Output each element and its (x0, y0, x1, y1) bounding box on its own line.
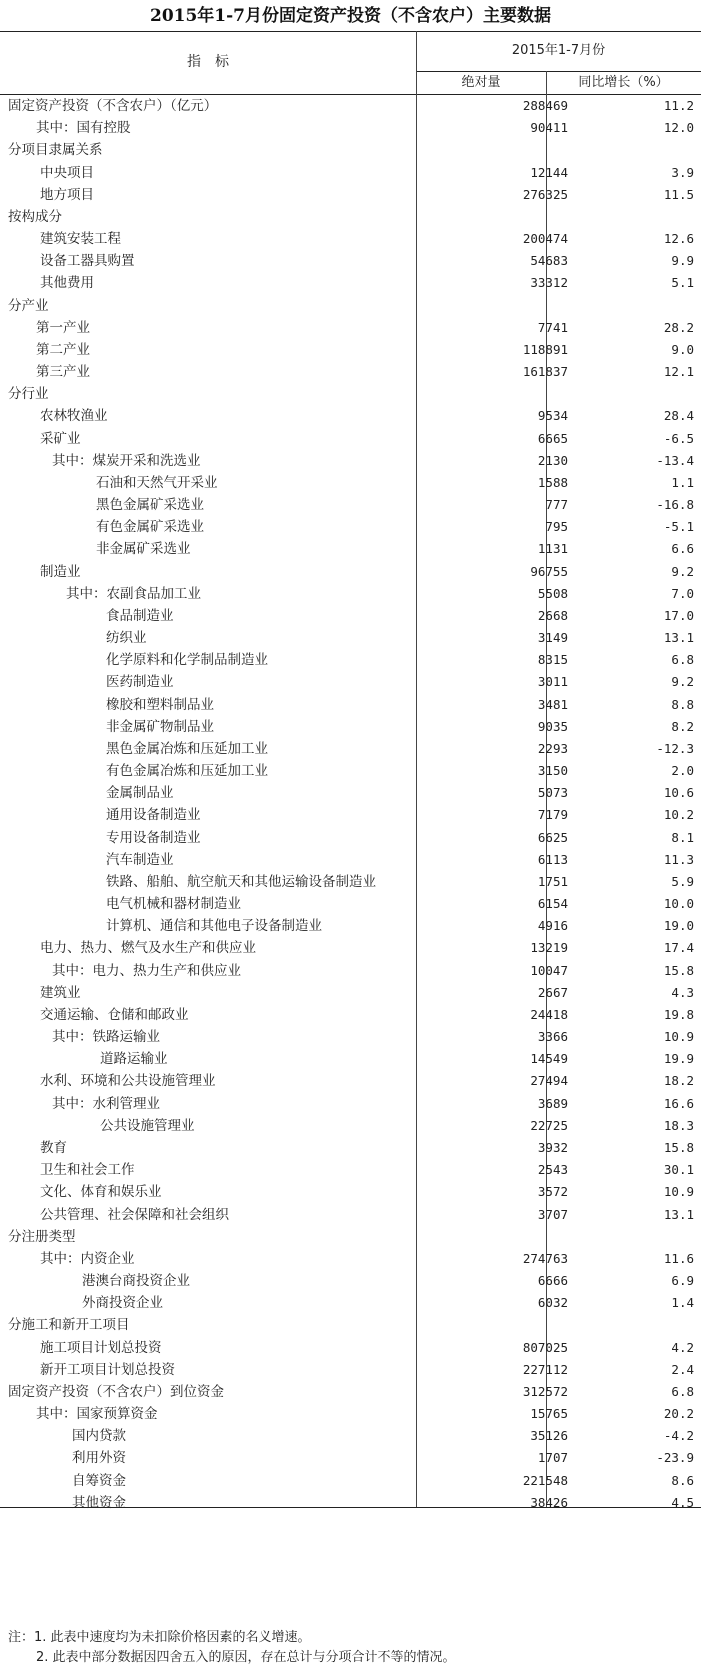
row-label: 橡胶和塑料制品业 (106, 696, 214, 713)
row-growth-value: 17.0 (663, 607, 694, 623)
row-growth-value: 9.9 (671, 253, 694, 269)
row-absolute-value: 12144 (530, 164, 568, 180)
table-row (0, 1359, 701, 1381)
row-absolute-value (440, 1226, 568, 1250)
row-growth-value: 6.6 (671, 541, 694, 557)
row-label: 其中：农副食品加工业 (66, 585, 201, 602)
table-row (0, 760, 701, 782)
row-growth-value: 9.2 (671, 674, 694, 690)
table-row (0, 1181, 701, 1203)
row-label: 采矿业 (40, 430, 81, 447)
table-row (0, 804, 701, 826)
row-absolute-value: 27494 (530, 1073, 568, 1089)
row-label: 中央项目 (40, 164, 94, 181)
row-label: 设备工器具购置 (40, 253, 135, 270)
row-label: 食品制造业 (106, 607, 174, 624)
row-absolute-value: 33312 (530, 275, 568, 291)
row-label: 卫生和社会工作 (40, 1162, 135, 1179)
table-row (0, 561, 701, 583)
table-row (0, 1492, 701, 1514)
table-row (0, 361, 701, 383)
row-growth-value: 6.8 (671, 1383, 694, 1399)
row-label: 建筑业 (40, 984, 81, 1001)
table-row (0, 871, 701, 893)
row-growth-value: 3.9 (671, 164, 694, 180)
row-growth-value: 10.9 (663, 1029, 694, 1045)
table-row (0, 738, 701, 760)
row-growth-value: 10.0 (663, 896, 694, 912)
table-row (0, 339, 701, 361)
row-label: 金属制品业 (106, 785, 174, 802)
row-label: 其中：内资企业 (40, 1250, 135, 1267)
row-growth-value: 19.9 (663, 1051, 694, 1067)
row-growth-value: 6.9 (671, 1273, 694, 1288)
row-label: 非金属矿物制品业 (106, 718, 214, 735)
table-row (0, 1270, 701, 1292)
row-growth-value: 5.1 (671, 275, 694, 291)
row-absolute-value: 2667 (537, 984, 568, 1000)
row-growth-value: -4.2 (663, 1428, 694, 1444)
row-absolute-value: 9035 (537, 718, 568, 734)
table-row (0, 982, 701, 1004)
row-growth-value: 12.0 (663, 120, 694, 136)
row-label: 医药制造业 (106, 674, 174, 691)
table-row (0, 627, 701, 649)
table-row (0, 893, 701, 915)
header-indicator: 指 标 (187, 54, 229, 70)
row-growth-value: 4.3 (671, 984, 694, 1000)
table-row (0, 428, 701, 450)
table-row (0, 694, 701, 716)
row-label: 分注册类型 (8, 1228, 76, 1245)
row-growth-value: 16.6 (663, 1095, 694, 1111)
page-title: 2015年1-7月份固定资产投资（不含农户）主要数据 (149, 6, 552, 26)
row-label: 通用设备制造业 (106, 807, 201, 824)
table-row (0, 671, 701, 693)
row-absolute-value: 4916 (537, 918, 568, 934)
row-growth-value: -5.1 (663, 519, 694, 535)
table-row (0, 1248, 701, 1270)
row-absolute-value: 6032 (537, 1295, 568, 1311)
row-label: 固定资产投资（不含农户）到位资金 (8, 1383, 224, 1400)
row-growth-value: 15.8 (663, 962, 694, 978)
row-label: 利用外资 (72, 1450, 126, 1467)
row-label: 教育 (40, 1139, 67, 1156)
table-row (0, 494, 701, 516)
row-label: 其中：水利管理业 (52, 1095, 160, 1112)
row-absolute-value: 1131 (537, 541, 568, 557)
row-absolute-value: 5073 (537, 785, 568, 801)
row-absolute-value: 9534 (537, 408, 568, 424)
row-growth-value: 11.2 (663, 98, 694, 113)
table-row (0, 538, 701, 560)
table-row (0, 95, 701, 117)
table-row (0, 1470, 701, 1492)
row-label: 制造业 (40, 563, 81, 580)
table-row (0, 516, 701, 538)
row-absolute-value: 6665 (537, 430, 568, 446)
row-label: 化学原料和化学制品制造业 (106, 652, 268, 669)
row-growth-value (574, 295, 694, 319)
row-label: 第二产业 (36, 341, 90, 358)
table-row (0, 1004, 701, 1026)
row-absolute-value: 8315 (537, 652, 568, 668)
table-row (0, 295, 701, 317)
row-label: 交通运输、仓储和邮政业 (40, 1006, 189, 1023)
row-label: 其中：国有控股 (36, 120, 131, 137)
row-absolute-value (440, 206, 568, 230)
table-row (0, 1048, 701, 1070)
row-growth-value: 4.2 (671, 1339, 694, 1355)
header-abs: 绝对量 (461, 75, 501, 90)
table-row (0, 1337, 701, 1359)
row-growth-value: 11.6 (663, 1250, 694, 1266)
table-row (0, 782, 701, 804)
row-absolute-value: 5508 (537, 585, 568, 601)
row-absolute-value: 1751 (537, 873, 568, 889)
table-row (0, 1159, 701, 1181)
row-label: 其中：铁路运输业 (52, 1029, 160, 1046)
row-label: 分项目隶属关系 (8, 142, 103, 159)
row-absolute-value: 3481 (537, 696, 568, 712)
row-absolute-value: 7741 (537, 319, 568, 335)
row-absolute-value: 13219 (530, 940, 568, 956)
table-row (0, 472, 701, 494)
row-absolute-value: 227112 (522, 1361, 568, 1377)
row-absolute-value: 6113 (537, 851, 568, 867)
row-absolute-value: 807025 (522, 1339, 568, 1355)
row-growth-value: 6.8 (671, 652, 694, 668)
row-growth-value: 19.0 (663, 918, 694, 934)
row-growth-value: 8.2 (671, 718, 694, 734)
table-row (0, 605, 701, 627)
row-growth-value: 28.2 (663, 319, 694, 335)
table-row (0, 139, 701, 161)
row-label: 第三产业 (36, 364, 90, 381)
row-absolute-value: 3707 (537, 1206, 568, 1222)
row-growth-value: 11.3 (663, 851, 694, 867)
row-label: 汽车制造业 (106, 851, 174, 868)
row-label: 其中：国家预算资金 (36, 1406, 158, 1423)
row-absolute-value: 161837 (522, 364, 568, 380)
row-growth-value: 1.1 (671, 474, 694, 490)
table-row (0, 1115, 701, 1137)
row-absolute-value: 3689 (537, 1095, 568, 1111)
row-absolute-value: 6625 (537, 829, 568, 845)
row-absolute-value: 10047 (530, 962, 568, 978)
row-absolute-value: 7179 (537, 807, 568, 823)
row-growth-value: 9.0 (671, 341, 694, 357)
row-growth-value: 10.6 (663, 785, 694, 801)
row-label: 电力、热力、燃气及水生产和供应业 (40, 940, 256, 957)
row-absolute-value: 118891 (522, 341, 568, 357)
row-growth-value: 2.0 (671, 763, 694, 779)
row-absolute-value: 38426 (530, 1494, 568, 1510)
row-label: 分施工和新开工项目 (8, 1317, 130, 1334)
row-label: 黑色金属矿采选业 (96, 497, 204, 514)
row-label: 固定资产投资（不含农户）（亿元） (8, 98, 218, 114)
row-growth-value: 30.1 (663, 1162, 694, 1178)
table-row (0, 716, 701, 738)
row-absolute-value (440, 383, 568, 407)
table-row (0, 383, 701, 405)
table-row (0, 162, 701, 184)
row-absolute-value: 35126 (530, 1428, 568, 1444)
row-label: 电气机械和器材制造业 (106, 896, 241, 913)
row-growth-value: 10.2 (663, 807, 694, 823)
row-growth-value: 20.2 (663, 1406, 694, 1422)
row-growth-value: -13.4 (656, 452, 694, 468)
note-1: 注：1. 此表中速度均为未扣除价格因素的名义增速。 (8, 1630, 311, 1645)
table-row (0, 1070, 701, 1092)
row-absolute-value: 1707 (537, 1450, 568, 1466)
row-absolute-value: 22725 (530, 1117, 568, 1133)
row-absolute-value: 24418 (530, 1006, 568, 1022)
row-absolute-value: 274763 (522, 1250, 568, 1266)
row-absolute-value: 15765 (530, 1406, 568, 1422)
row-label: 有色金属矿采选业 (96, 519, 204, 536)
row-label: 分产业 (8, 297, 49, 314)
row-label: 其他费用 (40, 275, 94, 292)
row-label: 纺织业 (106, 630, 147, 647)
row-growth-value: 9.2 (671, 563, 694, 579)
row-label: 第一产业 (36, 319, 90, 336)
row-growth-value: 18.3 (663, 1117, 694, 1133)
row-label: 港澳台商投资企业 (82, 1273, 190, 1289)
row-absolute-value (440, 1314, 568, 1338)
table-row (0, 250, 701, 272)
row-absolute-value: 54683 (530, 253, 568, 269)
row-label: 计算机、通信和其他电子设备制造业 (106, 918, 322, 935)
row-label: 非金属矿采选业 (96, 541, 191, 558)
row-label: 自筹资金 (72, 1472, 126, 1489)
row-growth-value: 12.1 (663, 364, 694, 380)
row-absolute-value: 2543 (537, 1162, 568, 1178)
table-notes (8, 1628, 698, 1668)
row-label: 按构成分 (8, 208, 62, 225)
row-label: 专用设备制造业 (106, 829, 201, 846)
row-growth-value: 1.4 (671, 1295, 694, 1311)
row-absolute-value: 3366 (537, 1029, 568, 1045)
table-row (0, 1314, 701, 1336)
row-absolute-value: 3149 (537, 630, 568, 646)
row-absolute-value: 6666 (537, 1273, 568, 1288)
table-row (0, 1292, 701, 1314)
table-row (0, 117, 701, 139)
row-growth-value: 12.6 (663, 231, 694, 247)
table-row (0, 450, 701, 472)
row-growth-value: 8.1 (671, 829, 694, 845)
row-growth-value: 7.0 (671, 585, 694, 601)
row-label: 建筑安装工程 (40, 231, 121, 248)
table-row (0, 1093, 701, 1115)
row-absolute-value: 2293 (537, 740, 568, 756)
row-label: 石油和天然气开采业 (96, 474, 218, 491)
row-absolute-value (440, 295, 568, 319)
note-2: 2. 此表中部分数据因四舍五入的原因，存在总计与分项合计不等的情况。 (36, 1650, 456, 1665)
row-growth-value: 2.4 (671, 1361, 694, 1377)
row-growth-value (574, 1226, 694, 1250)
row-growth-value: 28.4 (663, 408, 694, 424)
table-row (0, 1381, 701, 1403)
row-growth-value (574, 206, 694, 230)
row-label: 文化、体育和娱乐业 (40, 1184, 162, 1201)
row-absolute-value: 221548 (522, 1472, 568, 1488)
row-absolute-value (440, 139, 568, 163)
row-growth-value: 18.2 (663, 1073, 694, 1089)
table-row (0, 937, 701, 959)
row-absolute-value: 288469 (522, 98, 568, 113)
row-label: 有色金属冶炼和压延加工业 (106, 763, 268, 780)
row-absolute-value: 3150 (537, 763, 568, 779)
row-growth-value: -16.8 (656, 497, 694, 513)
table-row (0, 583, 701, 605)
row-growth-value: -12.3 (656, 740, 694, 756)
row-label: 分行业 (8, 386, 49, 403)
header-pct: 同比增长（%） (578, 75, 669, 90)
row-label: 外商投资企业 (82, 1295, 163, 1312)
row-label: 地方项目 (40, 186, 94, 203)
row-absolute-value: 96755 (530, 563, 568, 579)
table-row (0, 1137, 701, 1159)
row-absolute-value: 3011 (537, 674, 568, 690)
row-absolute-value: 777 (545, 497, 568, 513)
row-growth-value: 17.4 (663, 940, 694, 956)
row-label: 农林牧渔业 (40, 408, 108, 425)
table-row (0, 1204, 701, 1226)
row-growth-value: 8.6 (671, 1472, 694, 1488)
row-label: 其中：煤炭开采和洗选业 (52, 452, 201, 469)
row-absolute-value: 90411 (530, 120, 568, 136)
row-absolute-value: 14549 (530, 1051, 568, 1067)
row-growth-value: -6.5 (663, 430, 694, 446)
row-absolute-value: 2668 (537, 607, 568, 623)
table-row (0, 1425, 701, 1447)
table-row (0, 228, 701, 250)
table-row (0, 849, 701, 871)
row-growth-value: 8.8 (671, 696, 694, 712)
row-absolute-value: 3572 (537, 1184, 568, 1200)
row-label: 施工项目计划总投资 (40, 1339, 162, 1356)
row-growth-value: 13.1 (663, 1206, 694, 1222)
row-growth-value (574, 1314, 694, 1338)
row-growth-value: 11.5 (663, 186, 694, 202)
row-label: 新开工项目计划总投资 (40, 1361, 175, 1378)
row-absolute-value: 200474 (522, 231, 568, 247)
row-growth-value: -23.9 (656, 1450, 694, 1466)
row-label: 水利、环境和公共设施管理业 (40, 1073, 216, 1090)
table-row (0, 827, 701, 849)
table-row (0, 184, 701, 206)
row-growth-value: 4.5 (671, 1494, 694, 1510)
row-absolute-value: 2130 (537, 452, 568, 468)
row-absolute-value: 3932 (537, 1139, 568, 1155)
table-row (0, 1403, 701, 1425)
row-label: 道路运输业 (100, 1051, 168, 1068)
row-label: 铁路、船舶、航空航天和其他运输设备制造业 (106, 873, 376, 890)
table-row (0, 915, 701, 937)
row-absolute-value: 276325 (522, 186, 568, 202)
row-absolute-value: 312572 (522, 1383, 568, 1399)
table-row (0, 960, 701, 982)
table-row (0, 1026, 701, 1048)
table-row (0, 272, 701, 294)
table-bottom-rule (0, 1507, 701, 1508)
row-label: 其他资金 (72, 1494, 126, 1511)
row-absolute-value: 6154 (537, 896, 568, 912)
row-growth-value: 15.8 (663, 1139, 694, 1155)
row-absolute-value: 795 (545, 519, 568, 535)
table-row (0, 1447, 701, 1469)
row-growth-value: 10.9 (663, 1184, 694, 1200)
table-row (0, 649, 701, 671)
row-growth-value: 19.8 (663, 1006, 694, 1022)
header-period: 2015年1-7月份 (511, 43, 606, 58)
row-label: 其中：电力、热力生产和供应业 (52, 962, 241, 979)
table-row (0, 1226, 701, 1248)
row-label: 黑色金属冶炼和压延加工业 (106, 740, 268, 757)
row-label: 国内贷款 (72, 1428, 126, 1445)
row-growth-value: 5.9 (671, 873, 694, 889)
table-row (0, 405, 701, 427)
row-label: 公共设施管理业 (100, 1117, 195, 1134)
table-row (0, 206, 701, 228)
row-absolute-value: 1588 (537, 474, 568, 490)
row-growth-value (574, 383, 694, 407)
row-growth-value: 13.1 (663, 630, 694, 646)
row-growth-value (574, 139, 694, 163)
row-label: 公共管理、社会保障和社会组织 (40, 1206, 229, 1223)
table-row (0, 317, 701, 339)
